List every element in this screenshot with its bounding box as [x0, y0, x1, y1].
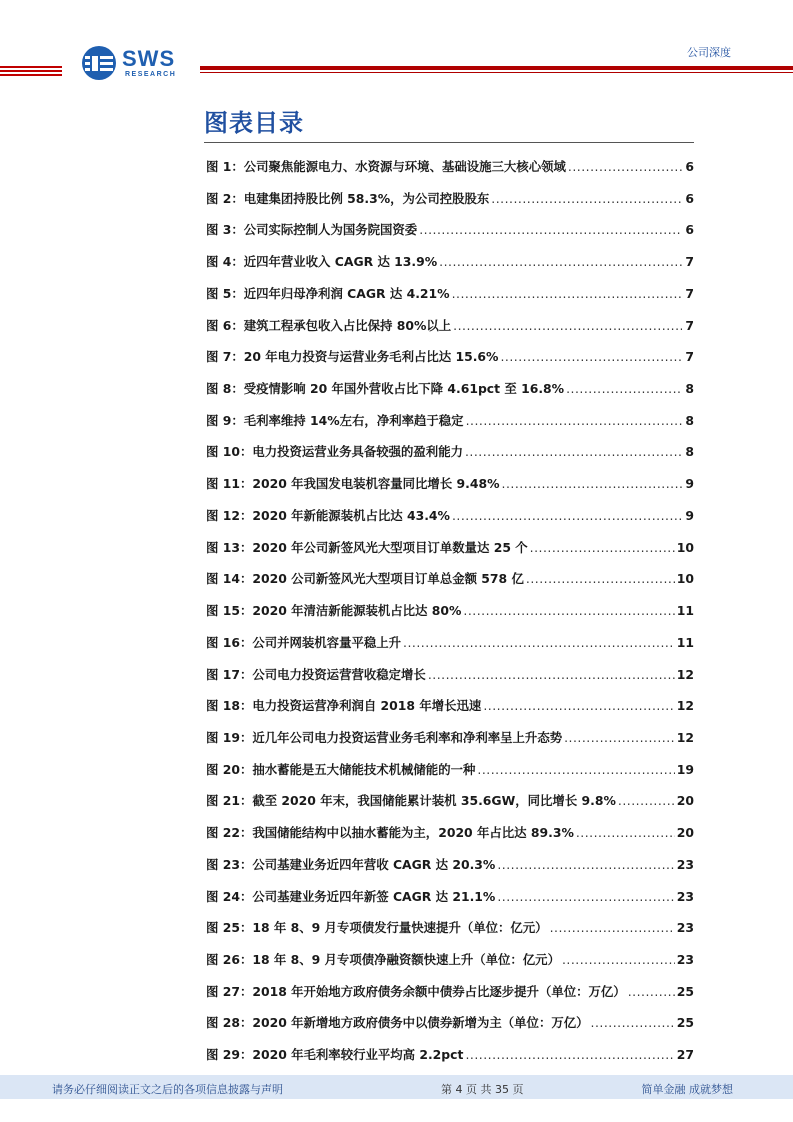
toc-entry-page: 6 [685, 190, 694, 206]
toc-leader-dots [466, 411, 682, 431]
toc-leader-dots [562, 950, 675, 970]
toc-entry-label: 图 28：2020 年新增地方政府债务中以债券新增为主（单位：万亿） [206, 1015, 589, 1031]
toc-entry[interactable] [206, 849, 694, 881]
toc-leader-dots [591, 1013, 675, 1033]
sws-logo-icon [80, 44, 118, 82]
toc-entry[interactable] [206, 944, 694, 976]
toc-entry-page: 19 [676, 761, 694, 777]
toc-entry-label: 图 11：2020 年我国发电装机容量同比增长 9.48% [206, 476, 500, 492]
toc-entry[interactable] [206, 151, 694, 183]
toc-entry-label: 图 4：近四年营业收入 CAGR 达 13.9% [206, 254, 438, 270]
toc-entry-page: 6 [685, 159, 694, 174]
toc-entry[interactable] [206, 310, 694, 342]
toc-leader-dots [568, 157, 682, 177]
toc-entry-page: 7 [685, 317, 694, 333]
toc-entry-label: 图 23：公司基建业务近四年营收 CAGR 达 20.3% [206, 856, 496, 872]
footer-slogan: 简单金融 成就梦想 [641, 1083, 733, 1096]
toc-leader-dots [419, 220, 682, 240]
toc-leader-dots [530, 538, 675, 558]
toc-entry[interactable] [206, 881, 694, 913]
toc-leader-dots [564, 728, 675, 748]
toc-leader-dots [403, 633, 675, 653]
toc-entry-page: 20 [676, 793, 694, 809]
toc-leader-dots [452, 506, 682, 526]
toc-entry-page: 12 [676, 729, 694, 745]
toc-leader-dots [452, 284, 682, 304]
footer-page-number: 第 4 页 共 35 页 [441, 1083, 524, 1096]
toc-entry-label: 图 10：电力投资运营业务具备较强的盈利能力 [206, 444, 463, 460]
toc-entry-label: 图 19：近几年公司电力投资运营业务毛利率和净利率呈上升态势 [206, 729, 563, 745]
toc-leader-dots [491, 189, 682, 209]
toc-entry-page: 10 [676, 539, 694, 555]
toc-leader-dots [628, 982, 675, 1002]
toc-leader-dots [497, 887, 674, 907]
toc-entry[interactable] [206, 500, 694, 532]
toc-entry-label: 图 29：2020 年毛利率较行业平均高 2.2pct [206, 1047, 464, 1063]
toc-entry-label: 图 26：18 年 8、9 月专项债净融资额快速上升（单位：亿元） [206, 951, 560, 967]
toc-entry-page: 25 [676, 1015, 694, 1031]
toc-entry[interactable] [206, 912, 694, 944]
toc-leader-dots [465, 442, 682, 462]
toc-entry[interactable] [206, 532, 694, 564]
toc-leader-dots [463, 601, 674, 621]
toc-entry-label: 图 12：2020 年新能源装机占比达 43.4% [206, 507, 450, 523]
toc-entry-label: 图 8：受疫情影响 20 年国外营收占比下降 4.61pct 至 16.8% [206, 381, 565, 397]
toc-entry-page: 12 [676, 698, 694, 714]
footer-disclaimer: 请务必仔细阅读正文之后的各项信息披露与声明 [52, 1083, 283, 1096]
toc-leader-dots [566, 379, 682, 399]
toc-entry[interactable] [206, 405, 694, 437]
toc-entry-label: 图 1：公司聚焦能源电力、水资源与环境、基础设施三大核心领域 [206, 159, 566, 174]
toc-entry-label: 图 18：电力投资运营净利润自 2018 年增长迅速 [206, 698, 482, 714]
toc-entry-page: 8 [685, 381, 694, 397]
toc-entry-label: 图 9：毛利率维持 14%左右，净利率趋于稳定 [206, 412, 464, 428]
toc-entry-page: 8 [685, 412, 694, 428]
logo-text: SWS [122, 46, 176, 71]
toc-entry[interactable] [206, 373, 694, 405]
toc-entry-page: 23 [676, 920, 694, 936]
toc-entry[interactable] [206, 722, 694, 754]
logo-subtext: RESEARCH [125, 71, 177, 78]
toc-entry-page: 20 [676, 825, 694, 841]
toc-entry[interactable] [206, 468, 694, 500]
toc-entry[interactable] [206, 214, 694, 246]
toc-entry-page: 23 [676, 951, 694, 967]
toc-entry-page: 25 [676, 983, 694, 999]
toc-entry[interactable] [206, 690, 694, 722]
toc-entry-label: 图 6：建筑工程承包收入占比保持 80%以上 [206, 317, 452, 333]
toc-leader-dots [428, 665, 675, 685]
toc-leader-dots [439, 252, 682, 272]
toc-entry-page: 9 [685, 507, 694, 523]
toc-entry-page: 8 [685, 444, 694, 460]
toc-entry-label: 图 13：2020 年公司新签风光大型项目订单数量达 25 个 [206, 539, 528, 555]
toc-entry[interactable] [206, 1007, 694, 1039]
toc-entry-page: 12 [676, 666, 694, 682]
toc-leader-dots [550, 918, 675, 938]
sws-logo [80, 44, 190, 84]
toc-entry[interactable] [206, 278, 694, 310]
toc-entry-label: 图 7：20 年电力投资与运营业务毛利占比达 15.6% [206, 349, 499, 365]
toc-entry-label: 图 21：截至 2020 年末，我国储能累计装机 35.6GW，同比增长 9.8% [206, 793, 616, 809]
toc-entry[interactable] [206, 659, 694, 691]
toc-entry-page: 11 [676, 634, 694, 650]
toc-entry-label: 图 25：18 年 8、9 月专项债发行量快速提升（单位：亿元） [206, 920, 548, 936]
toc-entry[interactable] [206, 183, 694, 215]
toc-leader-dots [502, 474, 682, 494]
toc-entry[interactable] [206, 436, 694, 468]
toc-leader-dots [483, 696, 674, 716]
toc-entry-label: 图 22：我国储能结构中以抽水蓄能为主，2020 年占比达 89.3% [206, 825, 574, 841]
toc-leader-dots [497, 855, 674, 875]
toc-leader-dots [477, 760, 674, 780]
toc-leader-dots [465, 1045, 674, 1065]
toc-entry-label: 图 20：抽水蓄能是五大储能技术机械储能的一种 [206, 761, 476, 777]
toc-leader-dots [453, 316, 682, 336]
toc-entry-label: 图 2：电建集团持股比例 58.3%，为公司控股股东 [206, 190, 490, 206]
toc-entry-page: 7 [685, 285, 694, 301]
toc-entry[interactable] [206, 246, 694, 278]
toc-entry[interactable] [206, 976, 694, 1008]
toc-entry-page: 7 [685, 254, 694, 270]
header-rule-right [200, 66, 793, 76]
title-divider [204, 142, 694, 143]
toc-entry-label: 图 17：公司电力投资运营营收稳定增长 [206, 666, 426, 682]
toc-entry-label: 图 14：2020 公司新签风光大型项目订单总金额 578 亿 [206, 571, 524, 587]
toc-entry-label: 图 15：2020 年清洁新能源装机占比达 80% [206, 603, 462, 619]
toc-entry-page: 23 [676, 856, 694, 872]
toc-entry[interactable] [206, 785, 694, 817]
toc-entry-page: 27 [676, 1047, 694, 1063]
toc-entry[interactable] [206, 754, 694, 786]
toc-entry-label: 图 24：公司基建业务近四年新签 CAGR 达 21.1% [206, 888, 496, 904]
toc-entry[interactable] [206, 1039, 694, 1071]
toc-entry-label: 图 27：2018 年开始地方政府债务余额中债券占比逐步提升（单位：万亿） [206, 983, 626, 999]
toc-leader-dots [526, 569, 675, 589]
figure-table-of-contents [206, 151, 694, 1071]
toc-entry[interactable] [206, 595, 694, 627]
toc-entry-label: 图 16：公司并网装机容量平稳上升 [206, 634, 402, 650]
toc-entry-label: 图 5：近四年归母净利润 CAGR 达 4.21% [206, 285, 450, 301]
toc-entry[interactable] [206, 627, 694, 659]
toc-entry[interactable] [206, 341, 694, 373]
header-rule-left [0, 66, 62, 76]
toc-entry-page: 9 [685, 476, 694, 492]
toc-entry-page: 23 [676, 888, 694, 904]
toc-leader-dots [500, 347, 682, 367]
toc-entry-page: 6 [685, 222, 694, 238]
report-type-tag: 公司深度 [687, 46, 731, 59]
toc-leader-dots [576, 823, 675, 843]
page-footer [0, 1075, 793, 1099]
toc-entry-label: 图 3：公司实际控制人为国务院国资委 [206, 222, 418, 238]
toc-entry-page: 11 [676, 603, 694, 619]
page-title: 图表目录 [204, 109, 304, 137]
toc-entry[interactable] [206, 563, 694, 595]
toc-entry-page: 10 [676, 571, 694, 587]
toc-entry-page: 7 [685, 349, 694, 365]
toc-leader-dots [618, 791, 675, 811]
toc-entry[interactable] [206, 817, 694, 849]
